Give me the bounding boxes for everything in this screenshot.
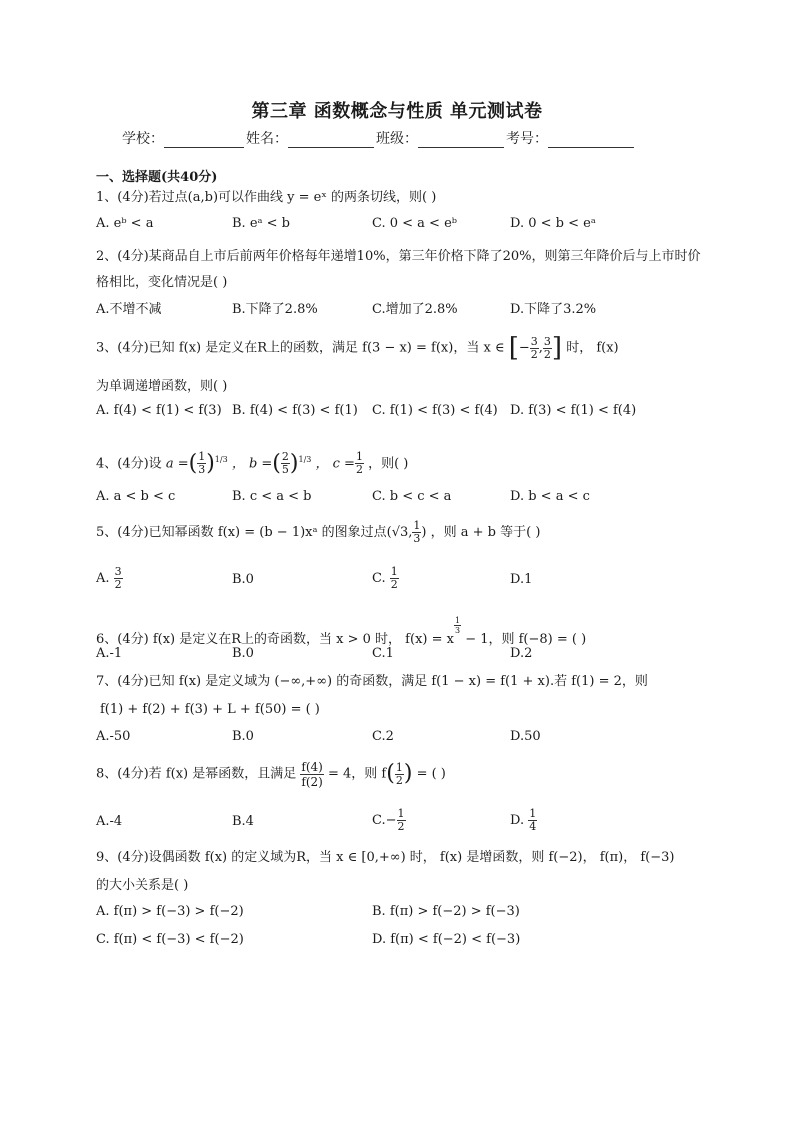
q4-c-label: ， c = — [315, 456, 355, 472]
q4-c-num: 1 — [355, 450, 363, 464]
q3-right-bracket: ] — [551, 333, 563, 363]
q3-minus: − — [518, 340, 530, 356]
q7-option-c[interactable]: C.2 — [372, 729, 394, 744]
exam-no-label: 考号： — [506, 131, 548, 147]
q5-option-c-label: C. — [372, 571, 386, 586]
question-7-stem-line-2: f(1) + f(2) + f(3) + L + f(50) = ( ) — [100, 702, 320, 717]
q4-stem-part-b: ，则( ) — [368, 456, 409, 472]
q8-option-c-den: 2 — [397, 820, 405, 833]
q7-option-a[interactable]: A.-50 — [96, 729, 131, 744]
name-label: 姓名： — [246, 131, 288, 147]
question-2-stem: 2、(4分)某商品自上市后前两年价格每年递增10%，第三年价格下降了20%，则第三年降价后与上市时价格相比，变化情况是( ) — [96, 249, 701, 290]
q7-option-d[interactable]: D.50 — [510, 729, 541, 744]
class-blank[interactable] — [418, 133, 504, 148]
question-9-stem-line-2: 的大小关系是( ) — [96, 878, 189, 893]
q8-option-d-den: 4 — [529, 820, 537, 833]
q4-a-exponent: 1/3 — [214, 455, 228, 464]
question-9-options-row-1 — [96, 904, 706, 924]
q2-option-c[interactable]: C.增加了2.8% — [372, 302, 458, 317]
q5-option-a-frac — [114, 566, 123, 591]
q8-option-d-frac — [528, 808, 537, 833]
q7-option-b[interactable]: B.0 — [232, 729, 254, 744]
q1-option-c[interactable]: C. 0 < a < eᵇ — [372, 216, 457, 231]
student-info-line — [122, 128, 682, 148]
q2-option-b[interactable]: B.下降了2.8% — [232, 302, 318, 317]
q4-b-open-paren: ( — [272, 450, 281, 476]
q5-option-a-den: 2 — [114, 578, 122, 591]
name-blank[interactable] — [288, 133, 374, 148]
q6-option-c[interactable]: C.1 — [372, 646, 394, 661]
q2-option-a[interactable]: A.不增不减 — [96, 302, 162, 317]
q5-point-den: 3 — [413, 532, 421, 545]
exam-no-blank[interactable] — [548, 133, 634, 148]
q4-b-num: 2 — [281, 450, 289, 464]
question-2-options — [96, 298, 706, 318]
q3-stem-part-a: 3、(4分)已知 f(x) 是定义在R上的函数，满足 f(3 − x) = f(x)，当 x ∈ — [96, 340, 505, 356]
q8-option-c-minus: − — [385, 813, 397, 828]
q5-point-open: (√3, — [386, 525, 413, 540]
q8-option-d[interactable] — [510, 808, 537, 833]
q8-option-b[interactable]: B.4 — [232, 814, 254, 829]
q2-option-d[interactable]: D.下降了3.2% — [510, 302, 597, 317]
q4-a-label: a = — [165, 456, 189, 472]
question-3-stem: 3、(4分)已知 f(x) 是定义在R上的函数，满足 f(3 − x) = f(x)，当 x ∈ [− $\frac{3}{2}$ , $\frac{3}{2}$ ] 时， f(x) — [96, 333, 619, 363]
q8-open-paren: ( — [386, 761, 395, 786]
q8-option-c-num: 1 — [397, 807, 405, 820]
q3-stem-part-c: 为单调递增函数，则( ) — [96, 379, 228, 394]
q8-option-c-frac — [397, 808, 406, 833]
q6-exp-den: 3 — [454, 626, 461, 635]
q5-option-c[interactable] — [372, 566, 399, 591]
q3-option-b[interactable]: B. f(4) < f(3) < f(1) — [232, 403, 358, 418]
q3-left-bracket: [ — [508, 333, 519, 363]
q4-b-den: 5 — [281, 463, 289, 477]
q8-close-paren: ) — [403, 761, 413, 786]
q8-stem-part-c: = ( ) — [416, 766, 446, 782]
q5-option-d[interactable]: D.1 — [510, 572, 533, 587]
school-label: 学校： — [122, 131, 164, 147]
q6-exponent-frac — [454, 616, 461, 635]
q4-a-frac — [197, 451, 206, 476]
q5-stem-part-b: ，则 a + b 等于( ) — [430, 525, 541, 540]
q6-option-d[interactable]: D.2 — [510, 646, 533, 661]
question-1-options — [96, 216, 706, 236]
q4-option-b[interactable]: B. c < a < b — [232, 489, 312, 504]
q4-c-frac — [355, 451, 364, 476]
q8-option-d-label: D. — [510, 813, 525, 828]
question-1-stem: 1、(4分)若过点(a,b)可以作曲线 y = eˣ 的两条切线，则( ) — [96, 190, 437, 205]
q8-option-d-num: 1 — [529, 807, 537, 820]
question-9-stem: 9、(4分)设偶函数 f(x) 的定义域为R，当 x ∈ [0,+∞) 时， f(x) 是增函数，则 f(−2)， f(π)， f(−3) — [96, 850, 675, 865]
q4-b-frac — [281, 451, 290, 476]
q3-frac-2 — [543, 336, 552, 361]
q3-stem-part-b: 时， f(x) — [566, 340, 619, 356]
q8-ratio-frac — [300, 760, 323, 789]
section-heading: 一、选择题(共40分) — [96, 170, 218, 185]
q5-option-a[interactable] — [96, 566, 123, 591]
question-6-options — [96, 646, 706, 666]
q4-stem-part-a: 4、(4分)设 — [96, 456, 162, 472]
q4-b-exponent: 1/3 — [298, 455, 312, 464]
question-5-stem — [96, 518, 706, 548]
q3-frac-1 — [530, 336, 539, 361]
q8-arg-frac — [395, 762, 404, 787]
q3-frac-2-num: 3 — [543, 334, 551, 348]
q3-option-a[interactable]: A. f(4) < f(1) < f(3) — [96, 403, 222, 418]
q8-ratio-num: f(4) — [301, 759, 323, 774]
q5-point-close: ) — [421, 525, 427, 540]
school-blank[interactable] — [164, 133, 244, 148]
question-8-options — [96, 808, 706, 838]
q5-stem-part-a: 5、(4分)已知幂函数 f(x) = (b − 1)xᵃ 的图象过点 — [96, 525, 387, 540]
q3-option-c[interactable]: C. f(1) < f(3) < f(4) — [372, 403, 498, 418]
q4-b-close-paren: ) — [289, 450, 299, 476]
q4-option-d[interactable]: D. b < a < c — [510, 489, 590, 504]
q3-frac-1-den: 2 — [530, 347, 538, 361]
q5-point-num: 1 — [413, 519, 421, 532]
q6-stem-part-b: − 1，则 f(−8) = ( ) — [461, 632, 587, 647]
q4-b-label: ， b = — [231, 456, 273, 472]
q9-option-a[interactable]: A. f(π) > f(−3) > f(−2) — [96, 904, 244, 919]
q6-stem-part-a: 6、(4分) f(x) 是定义在R上的奇函数，当 x > 0 时， f(x) = x — [96, 632, 454, 647]
q8-ratio-den: f(2) — [301, 774, 323, 789]
q5-option-c-num: 1 — [390, 565, 398, 578]
question-4-options — [96, 489, 706, 509]
q8-option-c-label: C. — [372, 813, 386, 828]
q4-a-open-paren: ( — [188, 450, 198, 476]
q4-a-den: 3 — [198, 463, 206, 477]
q1-option-b[interactable]: B. eᵃ < b — [232, 216, 291, 231]
q5-option-b[interactable]: B.0 — [232, 572, 254, 587]
question-4-stem — [96, 443, 706, 481]
q8-option-c[interactable] — [372, 808, 406, 833]
question-7-options — [96, 729, 706, 749]
question-3-options — [96, 403, 706, 423]
q1-option-a[interactable]: A. eᵇ < a — [96, 216, 154, 231]
q8-arg-den: 2 — [395, 773, 403, 787]
q1-option-d[interactable]: D. 0 < b < eᵃ — [510, 216, 596, 231]
q4-option-c[interactable]: C. b < c < a — [372, 489, 452, 504]
question-7-stem: 7、(4分)已知 f(x) 是定义域为 (−∞,+∞) 的奇函数，满足 f(1 − x) = f(1 + x).若 f(1) = 2，则 — [96, 674, 648, 689]
question-9-options-row-2 — [96, 932, 706, 952]
q8-stem-part-a: 8、(4分)若 f(x) 是幂函数，且满足 — [96, 766, 297, 782]
q3-option-d[interactable]: D. f(3) < f(1) < f(4) — [510, 403, 637, 418]
q8-stem-part-b: = 4，则 f — [327, 766, 387, 782]
q6-option-b[interactable]: B.0 — [232, 646, 254, 661]
q4-option-a[interactable]: A. a < b < c — [96, 489, 176, 504]
q9-option-d[interactable]: D. f(π) < f(−2) < f(−3) — [372, 932, 521, 947]
q8-option-a[interactable]: A.-4 — [96, 814, 123, 829]
q8-arg-num: 1 — [395, 760, 403, 774]
page-title: 第三章 函数概念与性质 单元测试卷 — [251, 101, 543, 122]
q4-c-den: 2 — [355, 463, 363, 477]
q3-frac-2-den: 2 — [543, 347, 551, 361]
q5-option-c-den: 2 — [390, 578, 398, 591]
question-5-options — [96, 566, 706, 596]
q4-a-num: 1 — [198, 450, 206, 464]
question-8-stem — [96, 757, 706, 792]
q9-option-c[interactable]: C. f(π) < f(−3) < f(−2) — [96, 932, 244, 947]
q9-option-b[interactable]: B. f(π) > f(−2) > f(−3) — [372, 904, 520, 919]
q4-a-close-paren: ) — [206, 450, 215, 476]
q5-option-c-frac — [390, 566, 399, 591]
q5-option-a-num: 3 — [114, 565, 122, 578]
q6-exp-num: 1 — [454, 616, 461, 625]
q3-frac-1-num: 3 — [530, 334, 538, 348]
q5-option-a-label: A. — [96, 571, 110, 586]
class-label: 班级： — [376, 131, 418, 147]
q6-option-a[interactable]: A.-1 — [96, 646, 123, 661]
